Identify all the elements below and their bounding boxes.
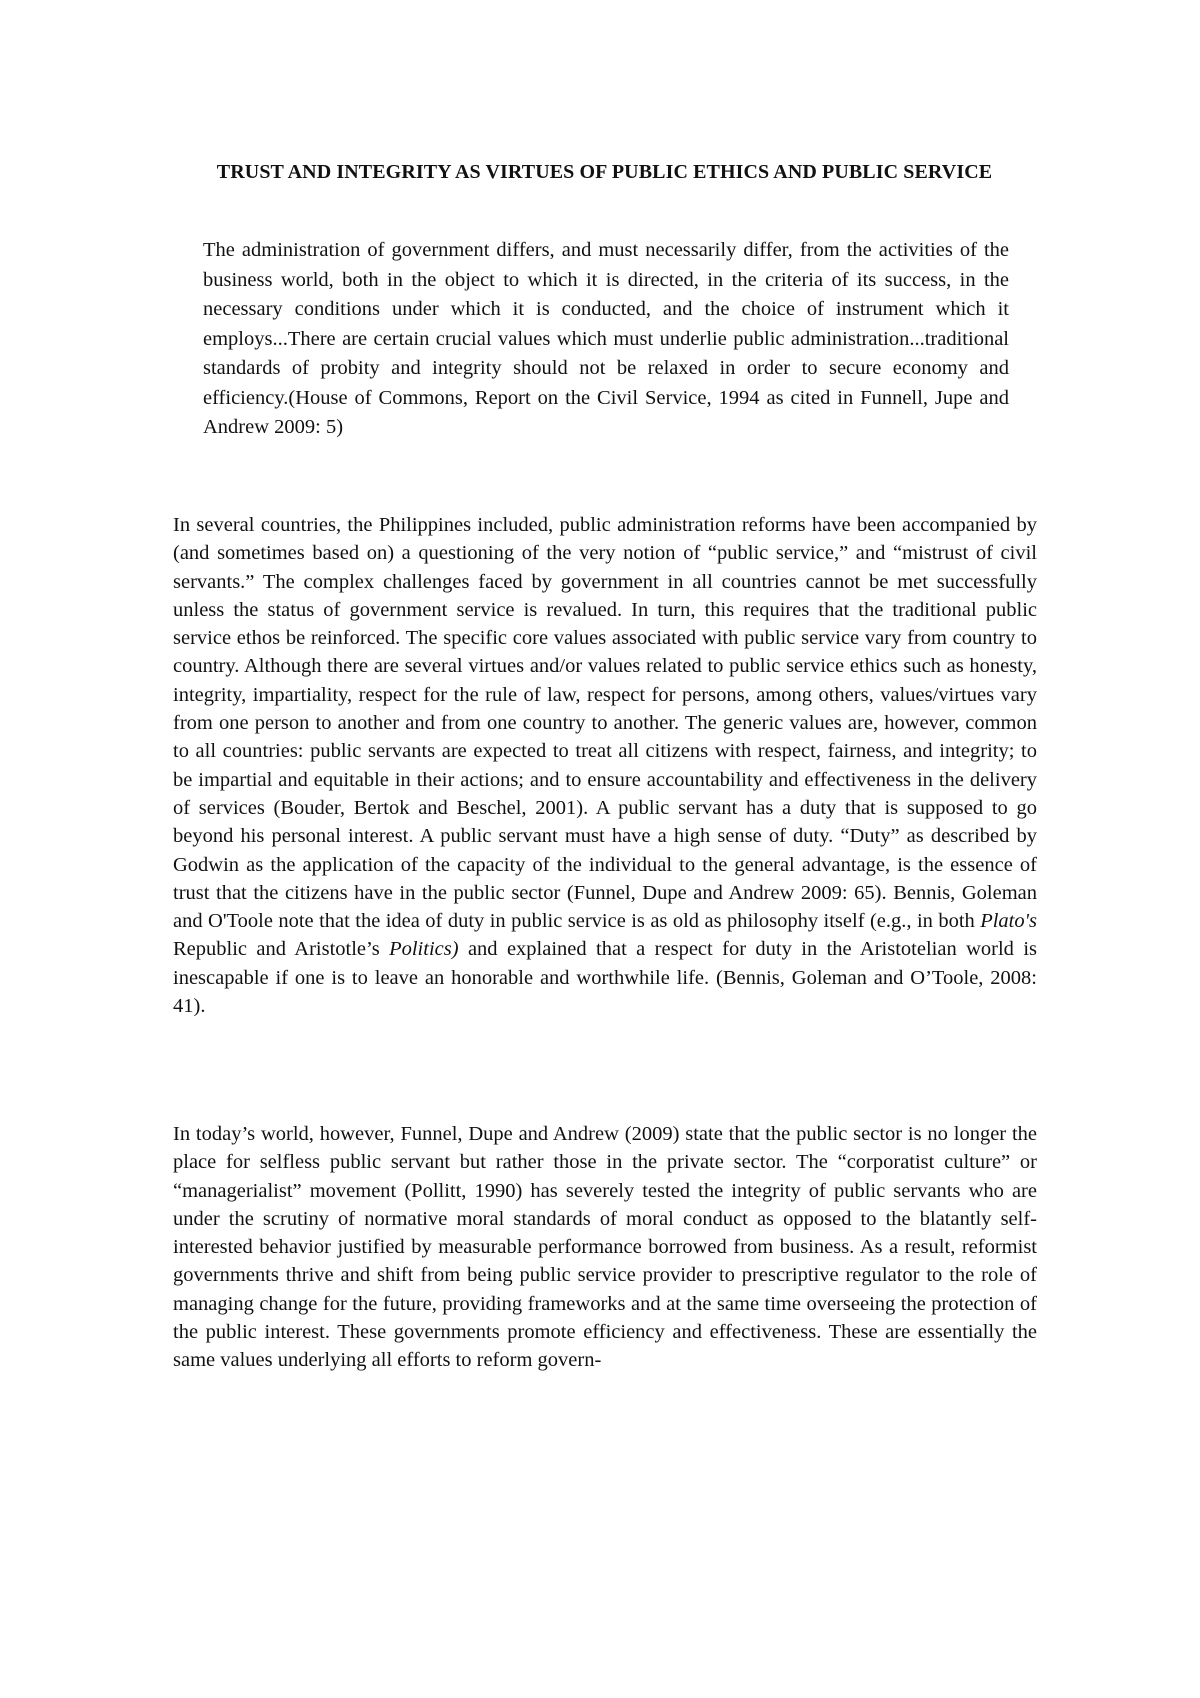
- body-paragraph-1: [173, 511, 1037, 1020]
- paragraph-1-text-c: and explained that a respect for duty in the Aristotelian world is inescapable if one is to leave an honorable and worthwhile life. (Bennis, Goleman and O’Toole, 2008: 41).: [173, 938, 1037, 1018]
- block-quote: The administration of government differs, and must necessarily differ, from the activities of the business world, both in the object to which it is directed, in the criteria of its success, in the necessary conditions under which it is conducted, and the choice of instrument which it employs...There are certain crucial values which must underlie public administration...traditional standards of probity and integrity should not be relaxed in order to secure economy and efficiency.(House of Commons, Report on the Civil Service, 1994 as cited in Funnell, Jupe and Andrew 2009: 5): [203, 239, 1009, 438]
- italic-politics: Politics): [389, 938, 459, 961]
- document-title: TRUST AND INTEGRITY AS VIRTUES OF PUBLIC ETHICS AND PUBLIC SERVICE: [216, 161, 993, 183]
- paragraph-1-text-a: In several countries, the Philippines included, public administration reforms have been accompanied by (and sometimes based on) a questioning of the very notion of “public service,” and “mistrust of civil servants.” The complex challenges faced by government in all countries cannot be met successfully unless the status of government service is revalued. In turn, this requires that the traditional public service ethos be reinforced. The specific core values associated with public service vary from country to country. Although there are several virtues and/or values related to public service ethics such as honesty, integrity, impartiality, respect for the rule of law, respect for persons, among others, values/virtues vary from one person to another and from one country to another. The generic values are, however, common to all countries: public servants are expected to treat all citizens with respect, fairness, and integrity; to be impartial and equitable in their actions; and to ensure accountability and effectiveness in the delivery of services (Bouder, Bertok and Beschel, 2001). A public servant has a duty that is supposed to go beyond his personal interest. A public servant must have a high sense of duty. “Duty” as described by Godwin as the application of the capacity of the individual to the general advantage, is the essence of trust that the citizens have in the public sector (Funnel, Dupe and Andrew 2009: 65). Bennis, Goleman and O'Toole note that the idea of duty in public service is as old as philosophy itself (e.g., in both: [173, 514, 1037, 933]
- body-paragraph-2: In today’s world, however, Funnel, Dupe and Andrew (2009) state that the public sector is no longer the place for selfless public servant but rather those in the private sector. The “corporatist culture” or “managerialist” movement (Pollitt, 1990) has severely tested the integrity of public servants who are under the scrutiny of normative moral standards of moral conduct as opposed to the blatantly self-interested behavior justified by measurable performance borrowed from business. As a result, reformist governments thrive and shift from being public service provider to prescriptive regulator to the role of managing change for the future, providing frameworks and at the same time overseeing the protection of the public interest. These governments promote efficiency and effectiveness. These are essentially the same values underlying all efforts to reform govern-: [173, 1123, 1037, 1372]
- italic-platos: Plato's: [980, 910, 1037, 933]
- paragraph-1-text-b: Republic and Aristotle’s: [173, 938, 390, 961]
